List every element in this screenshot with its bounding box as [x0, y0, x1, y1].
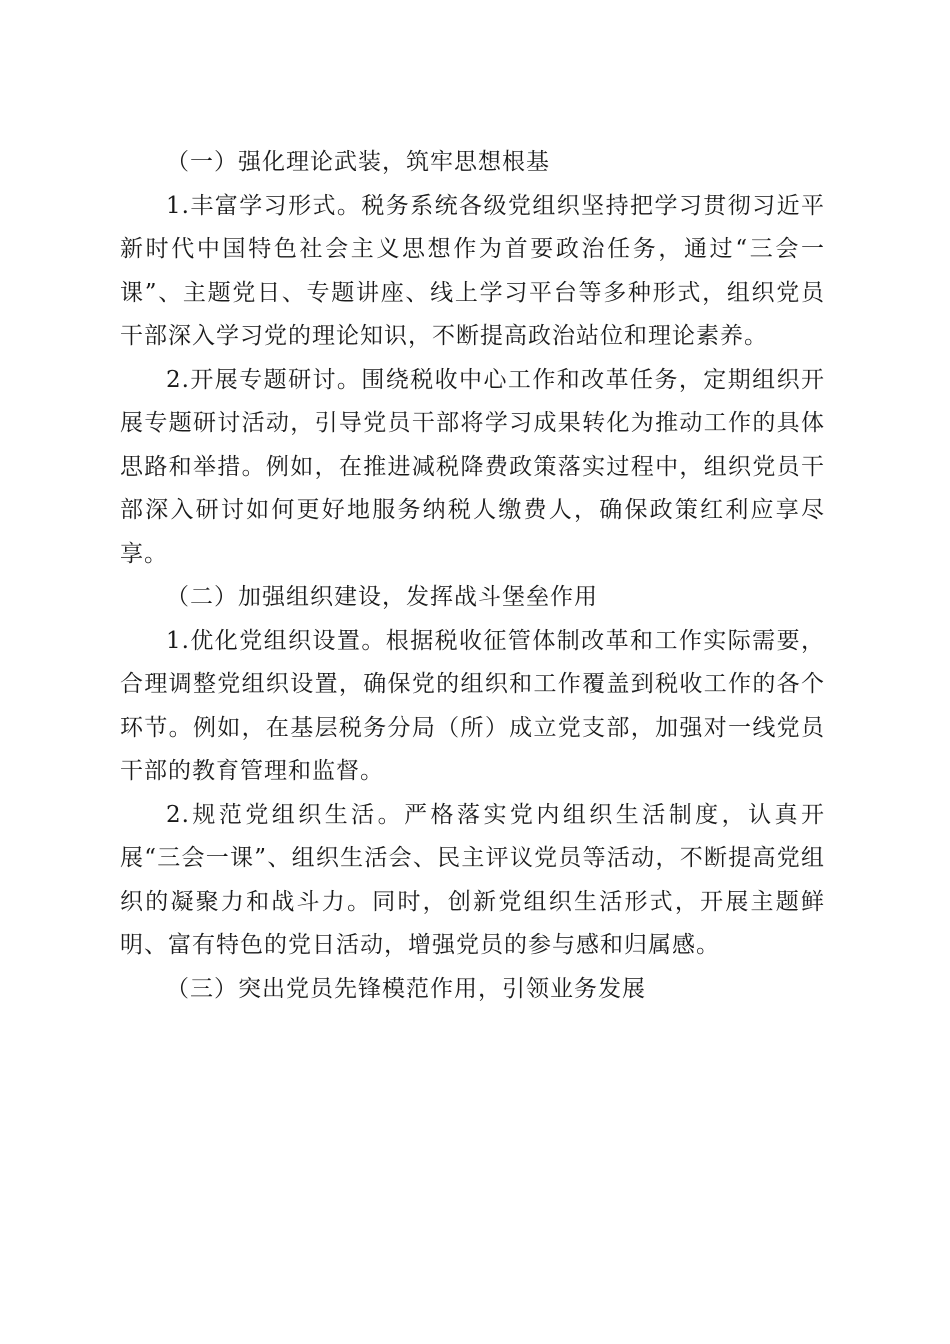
paragraph: 1.优化党组织设置。根据税收征管体制改革和工作实际需要，合理调整党组织设置，确保党的组织和工作覆盖到税收工作的各个环节。例如，在基层税务分局（所）成立党支部，加强对一线党员干部的教育管理和监督。	[120, 627, 825, 784]
document-page	[120, 141, 825, 1011]
section-heading: （二）加强组织建设，发挥战斗堡垒作用	[166, 584, 598, 610]
paragraph: 2.规范党组织生活。严格落实党内组织生活制度，认真开展“三会一课”、组织生活会、民主评议党员等活动，不断提高党组织的凝聚力和战斗力。同时，创新党组织生活形式，开展主题鲜明、富有特色的党日活动，增强党员的参与感和归属感。	[120, 801, 825, 958]
paragraph: 2.开展专题研讨。围绕税收中心工作和改革任务，定期组织开展专题研讨活动，引导党员干部将学习成果转化为推动工作的具体思路和举措。例如，在推进减税降费政策落实过程中，组织党员干部深入研讨如何更好地服务纳税人缴费人，确保政策红利应享尽享。	[120, 366, 825, 567]
section-heading: （三）突出党员先锋模范作用，引领业务发展	[166, 975, 646, 1002]
section-heading: （一）强化理论武装，筑牢思想根基	[166, 149, 550, 175]
paragraph: 1.丰富学习形式。税务系统各级党组织坚持把学习贯彻习近平新时代中国特色社会主义思想作为首要政治任务，通过“三会一课”、主题党日、专题讲座、线上学习平台等多种形式，组织党员干部深入学习党的理论知识，不断提高政治站位和理论素养。	[120, 192, 825, 349]
